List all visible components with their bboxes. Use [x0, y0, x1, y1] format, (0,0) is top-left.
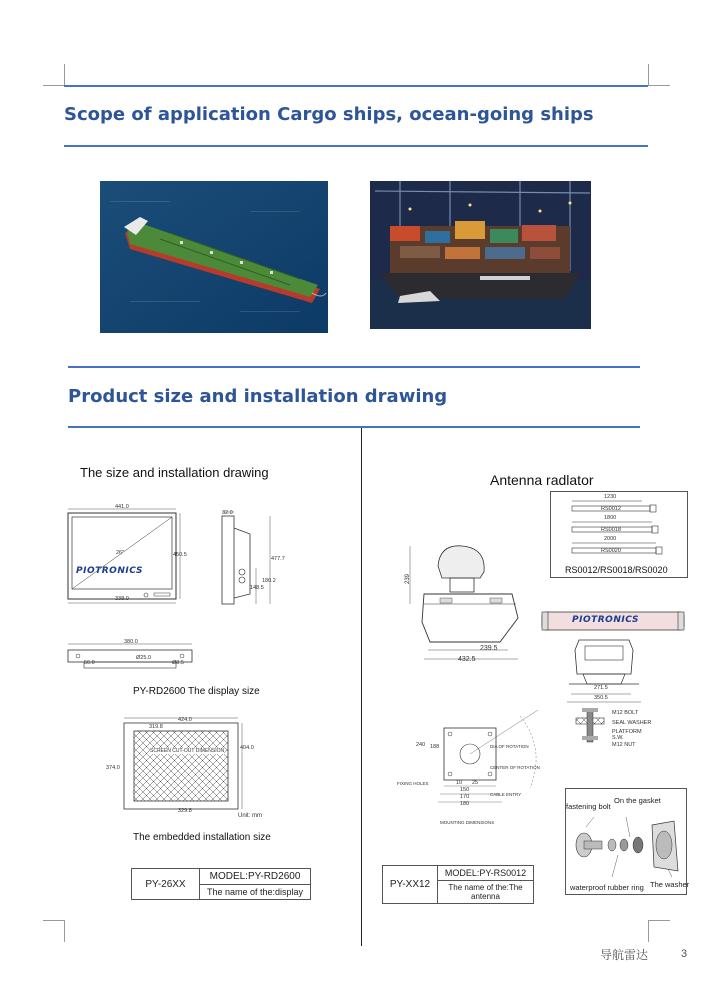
embed-height-outer: 404.0	[240, 745, 254, 751]
mount-dim-d3: 10	[456, 780, 463, 786]
antenna-len-3: 2000	[604, 536, 617, 542]
display-bottom-offset: 56.0	[84, 660, 95, 666]
embed-width-inner: 319.8	[149, 724, 163, 730]
display-bottom-hole: Ø8.5	[172, 660, 184, 666]
display-model: MODEL:PY-RD2600	[200, 869, 311, 885]
page-number: 3	[681, 948, 688, 960]
mount-label-washer: SEAL WASHER	[612, 720, 652, 726]
mount-dim-d2: 188	[430, 744, 440, 750]
display-front-width: 441.0	[115, 504, 129, 510]
install-label-gasket: On the gasket	[614, 796, 661, 805]
install-label-ring: waterproof rubber ring	[570, 883, 644, 892]
display-bottom-dia: Ø25.0	[136, 655, 151, 661]
mounting-dimensions-drawing	[420, 708, 550, 808]
mount-label-center: CENTER OF ROTATION	[490, 765, 540, 770]
display-model-table	[131, 868, 311, 900]
antenna-unit-height: 239	[405, 573, 412, 585]
pedestal-front-w1: 271.5	[594, 685, 608, 691]
antenna-unit-w1: 239.5	[480, 645, 498, 652]
mount-label-bolt: M12 BOLT	[612, 710, 639, 716]
embed-cutout-label: SCREEN CUT-OUT DIMENSION	[150, 748, 225, 754]
antenna-model-name: The name of the:The antenna	[438, 881, 534, 904]
display-bottom-width: 380.0	[124, 639, 138, 645]
section2-bottom-rule	[68, 426, 640, 428]
display-model-code: PY-26XX	[132, 869, 200, 900]
display-side-top: 32.0	[222, 510, 233, 516]
embed-width-outer: 424.0	[178, 717, 192, 723]
mount-dim-d6: 170	[460, 794, 470, 800]
mount-label-fixing: FIXING HOLES	[397, 781, 429, 786]
section2-heading: Product size and installation drawing	[68, 386, 448, 407]
install-label-washer: The washer	[650, 880, 690, 889]
mount-label-cable: CABLE ENTRY	[490, 792, 522, 797]
antenna-radiator-brand: PIOTRONICS	[572, 615, 639, 625]
antenna-model-2: RS0018	[601, 527, 621, 533]
crop-mark-bl	[43, 920, 65, 942]
antenna-model-code: PY-XX12	[383, 866, 438, 904]
embedded-caption: The embedded installation size	[133, 832, 271, 843]
mount-dim-d7: 180	[460, 801, 470, 807]
panel-divider	[361, 428, 362, 946]
mount-dim-d4: 25	[472, 780, 479, 786]
mount-label-platform: PLATFORM	[612, 729, 642, 735]
antenna-len-2: 1800	[604, 515, 617, 521]
display-side-d2: 148.5	[250, 585, 264, 591]
display-size-caption: PY-RD2600 The display size	[133, 686, 260, 697]
right-panel-title: Antenna radlator	[490, 472, 594, 488]
crop-mark-tl	[43, 64, 65, 86]
display-model-name: The name of the:display	[200, 885, 311, 900]
crop-mark-tr	[648, 64, 670, 86]
antenna-unit-drawing	[400, 542, 530, 662]
container-ship-photo	[370, 181, 591, 329]
footer-label: 导航雷达	[600, 948, 649, 962]
antenna-unit-w2: 432.5	[458, 656, 476, 663]
display-side-d1: 180.2	[262, 578, 276, 584]
mount-label-mounting: MOUNTING DIMENSIONS	[440, 820, 495, 825]
display-front-brand: PIOTRONICS	[76, 566, 143, 576]
mount-label-sw: S.W.	[612, 735, 624, 741]
mount-label-nut: M12 NUT	[612, 742, 636, 748]
installation-parts-drawing	[568, 815, 684, 881]
section2-top-rule	[68, 366, 640, 368]
mount-dim-d1: 240	[416, 742, 426, 748]
left-panel-title: The size and installation drawing	[80, 465, 269, 480]
antenna-len-1: 1230	[604, 494, 617, 500]
unit-label: Unit: mm	[238, 813, 262, 819]
section1-heading: Scope of application Cargo ships, ocean-going ships	[64, 104, 594, 125]
pedestal-front-w2: 350.5	[594, 695, 608, 701]
crop-mark-br	[648, 920, 670, 942]
display-front-height: 450.5	[173, 552, 187, 558]
mount-dim-d5: 150	[460, 787, 470, 793]
section1-bottom-rule	[64, 145, 648, 147]
antenna-model: MODEL:PY-RS0012	[438, 866, 534, 881]
display-side-height: 477.7	[271, 556, 285, 562]
bolt-mount-drawing	[570, 706, 610, 746]
mount-label-dia: DIA OF ROTATION	[490, 744, 529, 749]
antenna-model-1: RS0012	[601, 506, 621, 512]
section1-top-rule	[64, 85, 648, 87]
display-front-bottom: 338.0	[115, 596, 129, 602]
antenna-model-3: RS0020	[601, 548, 621, 554]
antenna-models-label: RS0012/RS0018/RS0020	[565, 565, 668, 575]
tanker-ship-photo	[100, 181, 328, 333]
install-label-bolt: fastening bolt	[566, 802, 611, 811]
embedded-cutout-drawing	[122, 715, 246, 813]
embed-bottom-width: 329.8	[178, 808, 192, 814]
antenna-model-table	[382, 865, 534, 904]
display-front-diag: 26"	[116, 550, 125, 556]
embed-height-inner: 374.0	[106, 765, 120, 771]
